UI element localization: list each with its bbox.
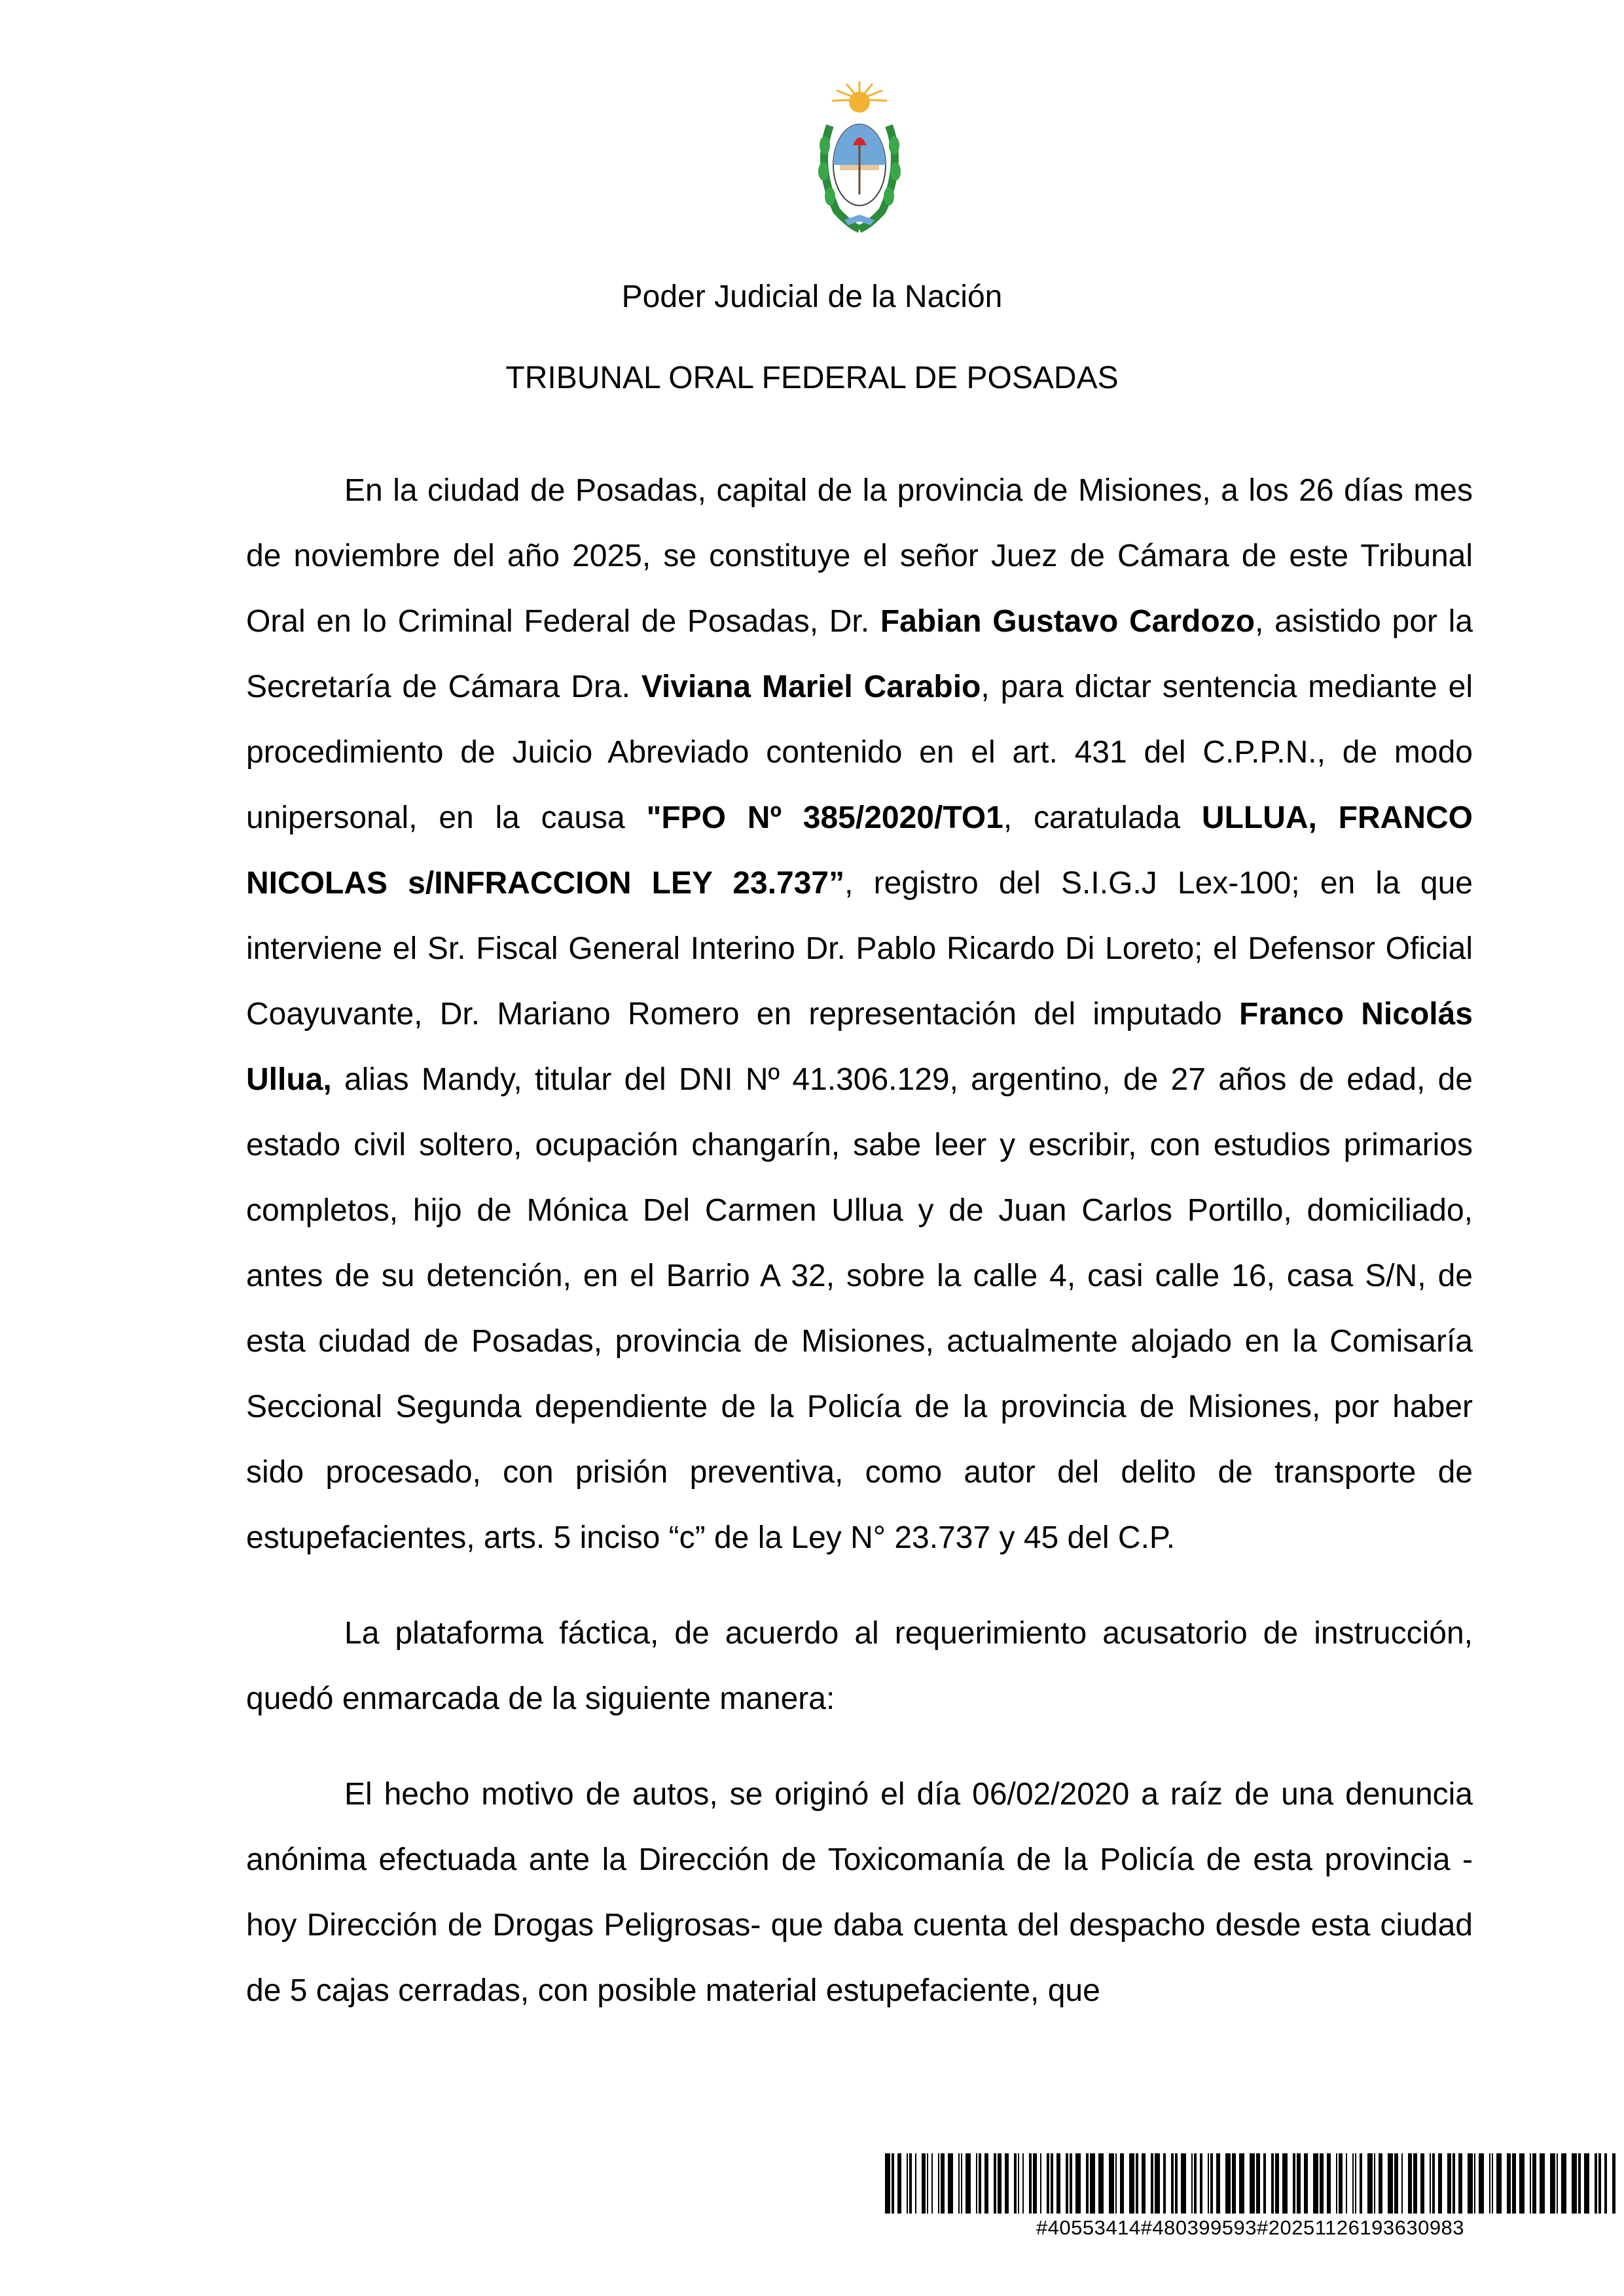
barcode-icon — [885, 2153, 1615, 2214]
case-title: ULLUA, FRANCO NICOLAS s/INFRACCION LEY 23.737” — [246, 800, 1473, 901]
institution-name: Poder Judicial de la Nación — [621, 279, 1003, 314]
paragraph-1 — [246, 458, 1473, 1571]
court-name: TRIBUNAL ORAL FEDERAL DE POSADAS — [505, 361, 1119, 395]
argentina-coat-of-arms-icon — [810, 80, 909, 234]
judge-name: Fabian Gustavo Cardozo — [880, 604, 1255, 639]
text-run: , registro del S.I.G.J Lex-100; en la que interviene el Sr. Fiscal General Interino Dr. Pablo Ricardo Di Loreto; el Defensor Oficial Coayuvante, Dr. Mariano Romero en representación del imputado — [246, 866, 1473, 1031]
case-number: "FPO Nº 385/2020/TO1 — [646, 800, 1003, 835]
paragraph-2: La plataforma fáctica, de acuerdo al requerimiento acusatorio de instrucción, quedó enmarcada de la siguiente manera: — [246, 1616, 1473, 1716]
text-run: En la ciudad de Posadas, capital de la provincia de Misiones, a los 26 días mes de noviembre del año 2025, se constituye el señor Juez de Cámara de este Tribunal Oral en lo Criminal Federal de Posadas, Dr. — [246, 473, 1473, 639]
barcode-number: #40553414#480399593#20251126193630983 — [1036, 2216, 1465, 2239]
text-run: alias Mandy, titular del DNI Nº 41.306.129, argentino, de 27 años de edad, de estado civil soltero, ocupación changarín, sabe leer y escribir, con estudios primarios completos, hijo de Mónica Del Carmen Ullua y de Juan Carlos Portillo, domiciliado, antes de su detención, en el Barrio A 32, sobre la calle 4, casi calle 16, casa S/N, de esta ciudad de Posadas, provincia de Misiones, actualmente alojado en la Comisaría Seccional Segunda dependiente de la Policía de la provincia de Misiones, por haber sido procesado, con prisión preventiva, como autor del delito de transporte de estupefacientes, arts. 5 inciso “c” de la Ley N° 23.737 y 45 del C.P. — [246, 1062, 1473, 1555]
text-run: , asistido por la Secretaría de Cámara Dra. — [246, 604, 1473, 704]
text-run: , caratulada — [1003, 800, 1202, 835]
paragraph-3: El hecho motivo de autos, se originó el día 06/02/2020 a raíz de una denuncia anónima efectuada ante la Dirección de Toxicomanía de la Policía de esta provincia -hoy Dirección de Drogas Peligrosas- que daba cuenta del despacho desde esta ciudad de 5 cajas cerradas, con posible material estupefaciente, que — [246, 1777, 1473, 2008]
defendant-name: Franco Nicolás Ullua, — [246, 997, 1473, 1097]
document-body — [246, 458, 1473, 2054]
text-run: , para dictar sentencia mediante el procedimiento de Juicio Abreviado contenido en el art. 431 del C.P.P.N., de modo unipersonal, en la causa — [246, 670, 1473, 835]
secretary-name: Viviana Mariel Carabio — [641, 670, 981, 704]
